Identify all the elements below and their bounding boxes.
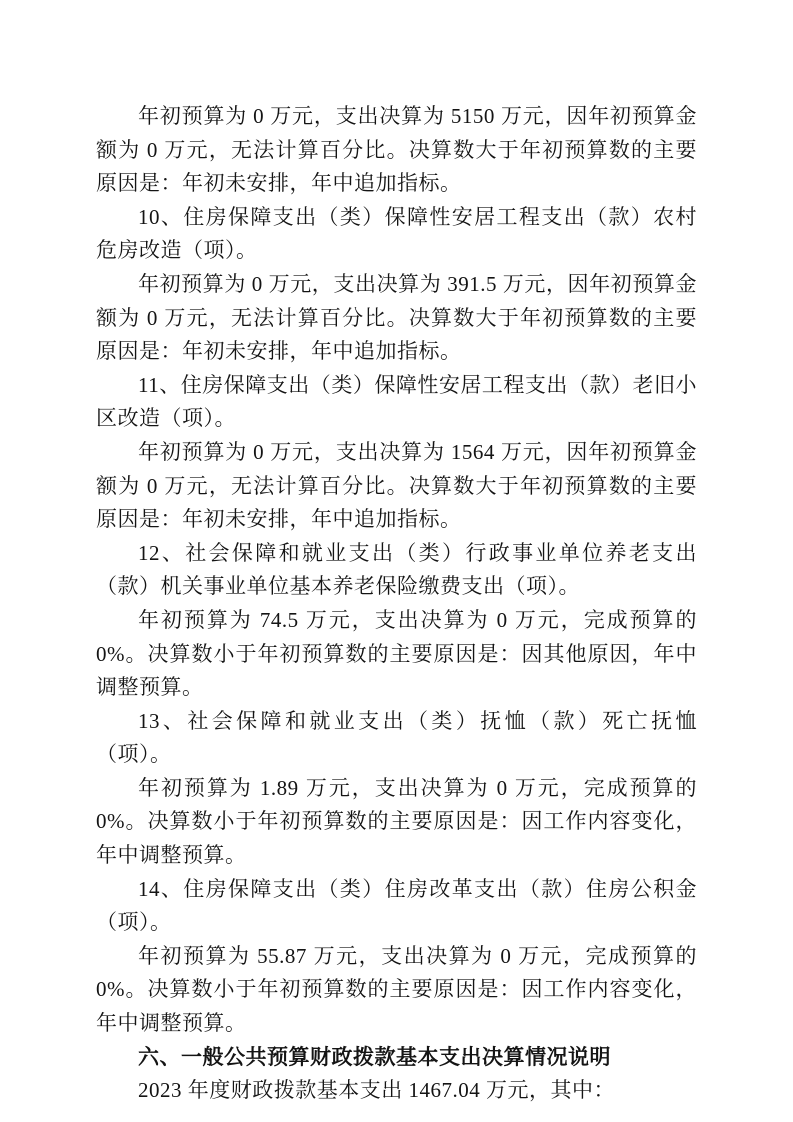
paragraph: 2023 年度财政拨款基本支出 1467.04 万元，其中：: [138, 1078, 615, 1103]
paragraph: 13、社会保障和就业支出（类）抚恤（款）死亡抚恤（项）。: [96, 708, 697, 767]
document-body: [96, 100, 697, 1108]
paragraph: 年初预算为 0 万元，支出决算为 1564 万元，因年初预算金额为 0 万元，无法计算百分比。决算数大于年初预算数的主要原因是：年初未安排，年中追加指标。: [96, 439, 697, 532]
paragraph: 年初预算为 55.87 万元，支出决算为 0 万元，完成预算的 0%。决算数小于年初预算数的主要原因是：因工作内容变化，年中调整预算。: [96, 943, 697, 1036]
section-heading: 六、一般公共预算财政拨款基本支出决算情况说明: [138, 1045, 611, 1069]
paragraph: 年初预算为 1.89 万元，支出决算为 0 万元，完成预算的 0%。决算数小于年初预算数的主要原因是：因工作内容变化，年中调整预算。: [96, 775, 697, 868]
paragraph: 年初预算为 0 万元，支出决算为 391.5 万元，因年初预算金额为 0 万元，无法计算百分比。决算数大于年初预算数的主要原因是：年初未安排，年中追加指标。: [96, 271, 697, 364]
paragraph: 12、社会保障和就业支出（类）行政事业单位养老支出（款）机关事业单位基本养老保险缴费支出（项）。: [96, 540, 697, 599]
paragraph: 11、住房保障支出（类）保障性安居工程支出（款）老旧小区改造（项）。: [96, 372, 697, 431]
paragraph: 10、住房保障支出（类）保障性安居工程支出（款）农村危房改造（项）。: [96, 204, 697, 263]
paragraph: 14、住房保障支出（类）住房改革支出（款）住房公积金（项）。: [96, 876, 697, 935]
paragraph: 年初预算为 74.5 万元，支出决算为 0 万元，完成预算的 0%。决算数小于年初预算数的主要原因是：因其他原因，年中调整预算。: [96, 607, 697, 700]
paragraph: 年初预算为 0 万元，支出决算为 5150 万元，因年初预算金额为 0 万元，无法计算百分比。决算数大于年初预算数的主要原因是：年初未安排，年中追加指标。: [96, 104, 697, 196]
